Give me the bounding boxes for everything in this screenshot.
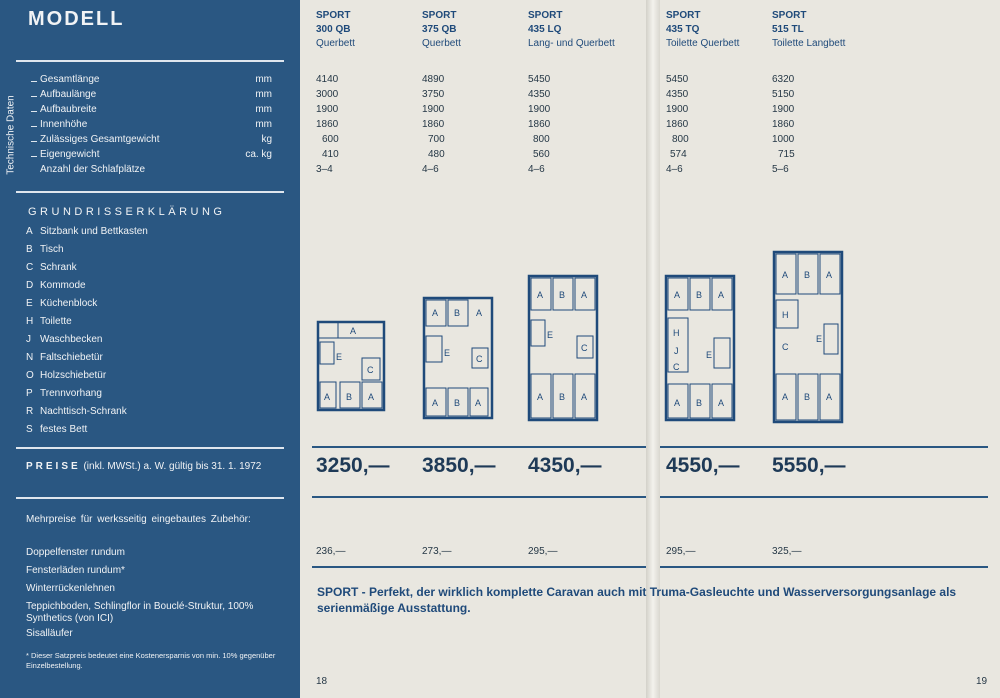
plan-letter: B	[804, 392, 811, 402]
spec-value: 410	[322, 149, 339, 160]
spec-row-gross-weight: Zulässiges Gesamtgewicht kg	[40, 134, 272, 145]
spec-value: 1900	[316, 104, 339, 115]
plan-letter: A	[782, 392, 789, 402]
legend-item: S festes Bett	[26, 424, 88, 435]
price: 3250,—	[316, 454, 390, 477]
spec-row-body-length: Aufbaulänge mm	[40, 89, 272, 100]
plan-letter: B	[696, 398, 703, 408]
plan-letter: H	[782, 310, 789, 320]
floor-plan-435lq	[527, 274, 603, 424]
tick	[31, 126, 37, 127]
spec-value: 574	[670, 149, 687, 160]
floor-plan-375qb	[422, 296, 498, 422]
plan-letter: B	[559, 290, 566, 300]
plan-letter: A	[826, 270, 833, 280]
extra-item: Doppelfenster rundum	[26, 547, 125, 558]
spec-row-berths: Anzahl der Schlafplätze	[40, 164, 146, 175]
spec-value: 5450	[528, 74, 551, 85]
spec-value: 800	[533, 134, 550, 145]
price: 3850,—	[422, 454, 496, 477]
plan-letter: A	[350, 326, 357, 336]
spec-value: 4–6	[666, 164, 683, 175]
plan-letter: C	[782, 342, 789, 352]
plan-letter: B	[804, 270, 811, 280]
legend-item: N Faltschiebetür	[26, 352, 103, 363]
plan-letter: B	[346, 392, 353, 402]
extra-item: Teppichboden, Schlingflor in Bouclé-Struktur, 100%	[26, 601, 254, 612]
spec-value: 3750	[422, 89, 445, 100]
spec-value: 600	[322, 134, 339, 145]
divider	[16, 447, 284, 449]
plan-letter: A	[432, 308, 439, 318]
tagline: SPORT - Perfekt, der wirklich komplette Caravan auch mit Truma-Gasleuchte und Wasserversorgungsanlage als serienmäßige Ausstattung.	[317, 585, 957, 615]
spec-value: 560	[533, 149, 550, 160]
spec-value: 800	[672, 134, 689, 145]
legend-item: P Trennvorhang	[26, 388, 102, 399]
divider	[16, 497, 284, 499]
price-rule	[312, 446, 646, 448]
legend-item: O Holzschiebetür	[26, 370, 107, 381]
surcharge-value: 236,—	[316, 546, 346, 557]
spec-value: 3000	[316, 89, 339, 100]
tick	[31, 96, 37, 97]
plan-letter: A	[432, 398, 439, 408]
plan-letter: A	[476, 308, 483, 318]
legend-item: H Toilette	[26, 316, 72, 327]
spec-value: 5450	[666, 74, 689, 85]
model-header: SPORT 515 TL Toilette Langbett	[772, 10, 846, 49]
legend-item: C Schrank	[26, 262, 77, 273]
spec-value: 3–4	[316, 164, 333, 175]
plan-letter: E	[444, 348, 451, 358]
plan-letter: A	[368, 392, 375, 402]
spec-value: 1900	[772, 104, 795, 115]
plan-letter: A	[581, 290, 588, 300]
extras-heading: Mehrpreise für werksseitig eingebautes Zubehör:	[26, 514, 251, 525]
plan-letter: A	[826, 392, 833, 402]
extra-item: Fensterläden rundum*	[26, 565, 125, 576]
spec-value: 4890	[422, 74, 445, 85]
plan-letter: E	[816, 334, 823, 344]
legend-item: B Tisch	[26, 244, 64, 255]
plan-letter: B	[454, 398, 461, 408]
plan-letter: A	[782, 270, 789, 280]
footnote: * Dieser Satzpreis bedeutet eine Kostenersparnis von min. 10% gegenüber Einzelbestellung.	[26, 651, 276, 670]
spec-value: 1900	[528, 104, 551, 115]
surcharge-rule	[660, 566, 988, 568]
plan-letter: A	[581, 392, 588, 402]
floor-plan-515tl	[772, 250, 848, 426]
tick	[31, 111, 37, 112]
plan-letter: C	[367, 365, 374, 375]
plan-letter: A	[324, 392, 331, 402]
spec-row-weight: Eigengewicht ca. kg	[40, 149, 272, 160]
spec-value: 1000	[772, 134, 795, 145]
plan-letter: E	[336, 352, 343, 362]
extra-item: Synthetics (von ICI)	[26, 613, 114, 624]
spec-value: 1900	[666, 104, 689, 115]
spec-value: 4–6	[422, 164, 439, 175]
plan-letter: H	[673, 328, 680, 338]
plan-letter: B	[559, 392, 566, 402]
model-header: SPORT 300 QB Querbett	[316, 10, 355, 49]
model-header: SPORT 435 LQ Lang- und Querbett	[528, 10, 615, 49]
extra-item: Sisalläufer	[26, 628, 73, 639]
spec-value: 1860	[772, 119, 795, 130]
model-header: SPORT 375 QB Querbett	[422, 10, 461, 49]
surcharge-value: 273,—	[422, 546, 452, 557]
plan-letter: B	[696, 290, 703, 300]
price: 4350,—	[528, 454, 602, 477]
legend-title: GRUNDRISSERKLÄRUNG	[28, 206, 226, 218]
extra-item: Winterrückenlehnen	[26, 583, 115, 594]
legend-item: E Küchenblock	[26, 298, 98, 309]
price: 5550,—	[772, 454, 846, 477]
plan-letter: J	[674, 346, 679, 356]
price-rule	[660, 446, 988, 448]
page-number-left: 18	[316, 676, 328, 687]
plan-letter: A	[475, 398, 482, 408]
spec-value: 4350	[666, 89, 689, 100]
plan-letter: C	[581, 343, 588, 353]
tick	[31, 81, 37, 82]
surcharge-value: 295,—	[666, 546, 696, 557]
tick	[31, 156, 37, 157]
spec-value: 715	[778, 149, 795, 160]
legend-item: A Sitzbank und Bettkasten	[26, 226, 148, 237]
spec-value: 700	[428, 134, 445, 145]
spec-value: 1860	[528, 119, 551, 130]
spec-value: 4350	[528, 89, 551, 100]
plan-letter: C	[476, 354, 483, 364]
spec-value: 5150	[772, 89, 795, 100]
spec-value: 6320	[772, 74, 795, 85]
surcharge-value: 325,—	[772, 546, 802, 557]
legend-item: J Waschbecken	[26, 334, 103, 345]
spec-row-width: Aufbaubreite mm	[40, 104, 272, 115]
spec-value: 1860	[422, 119, 445, 130]
plan-letter: A	[674, 398, 681, 408]
model-header: SPORT 435 TQ Toilette Querbett	[666, 10, 740, 49]
spec-row-length: Gesamtlänge mm	[40, 74, 272, 85]
price-rule	[312, 496, 646, 498]
plan-letter: C	[673, 362, 680, 372]
spec-value: 4–6	[528, 164, 545, 175]
surcharge-value: 295,—	[528, 546, 558, 557]
legend-item: R Nachttisch-Schrank	[26, 406, 127, 417]
page-number-right: 19	[976, 676, 988, 687]
panel-title: MODELL	[28, 8, 125, 30]
price-heading: PREISE (inkl. MWSt.) a. W. gültig bis 31. 1. 1972	[26, 461, 262, 472]
plan-letter: E	[706, 350, 713, 360]
divider	[16, 60, 284, 62]
surcharge-rule	[312, 566, 646, 568]
price-rule	[660, 496, 988, 498]
tick	[31, 141, 37, 142]
plan-letter: E	[547, 330, 554, 340]
plan-letter: A	[718, 398, 725, 408]
spec-value: 5–6	[772, 164, 789, 175]
spec-panel	[0, 0, 300, 698]
legend-item: D Kommode	[26, 280, 86, 291]
plan-letter: A	[537, 290, 544, 300]
technical-data-label: Technische Daten	[5, 95, 17, 175]
spec-value: 1860	[316, 119, 339, 130]
price: 4550,—	[666, 454, 740, 477]
divider	[16, 191, 284, 193]
spec-row-height: Innenhöhe mm	[40, 119, 272, 130]
plan-letter: A	[718, 290, 725, 300]
spec-value: 4140	[316, 74, 339, 85]
floor-plan-435tq	[664, 274, 740, 424]
floor-plan-300qb	[316, 318, 388, 414]
spec-value: 1860	[666, 119, 689, 130]
plan-letter: A	[674, 290, 681, 300]
spec-value: 480	[428, 149, 445, 160]
spec-value: 1900	[422, 104, 445, 115]
plan-letter: B	[454, 308, 461, 318]
plan-letter: A	[537, 392, 544, 402]
